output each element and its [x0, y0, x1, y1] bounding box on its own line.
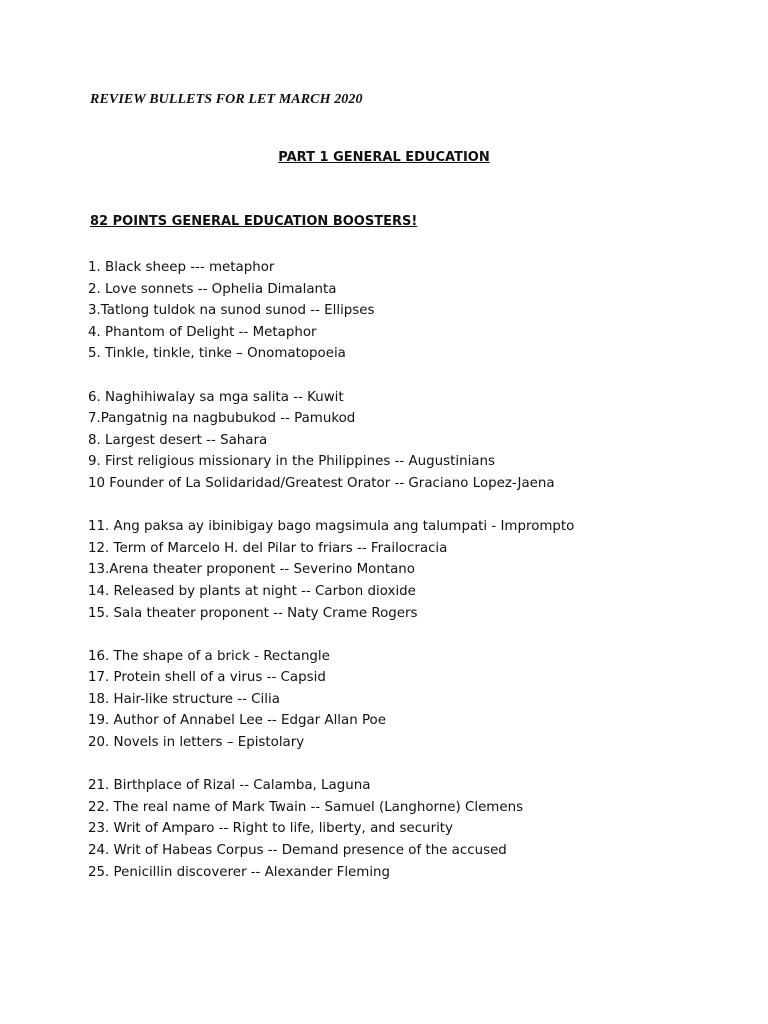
item-group-2 — [88, 387, 748, 495]
item-group-3 — [88, 516, 748, 624]
item-group-5 — [88, 775, 748, 883]
part-heading: PART 1 GENERAL EDUCATION — [278, 150, 490, 165]
list-item: 12. Term of Marcelo H. del Pilar to friars -- Frailocracia — [88, 540, 448, 556]
list-item: 1. Black sheep --- metaphor — [88, 260, 275, 275]
list-item: 3.Tatlong tuldok na sunod sunod -- Ellipses — [88, 303, 375, 319]
list-item: 24. Writ of Habeas Corpus -- Demand presence of the accused — [88, 843, 507, 859]
list-item: 21. Birthplace of Rizal -- Calamba, Laguna — [88, 778, 371, 794]
list-item: 2. Love sonnets -- Ophelia Dimalanta — [88, 281, 337, 297]
list-item: 16. The shape of a brick - Rectangle — [88, 648, 330, 664]
review-items — [88, 257, 748, 905]
list-item: 10 Founder of La Solidaridad/Greatest Orator -- Graciano Lopez-Jaena — [88, 475, 555, 491]
list-item: 20. Novels in letters – Epistolary — [88, 735, 305, 751]
list-item: 14. Released by plants at night -- Carbon dioxide — [88, 583, 416, 599]
list-item: 15. Sala theater proponent -- Naty Crame Rogers — [88, 605, 418, 621]
item-group-1 — [88, 257, 748, 365]
list-item: 22. The real name of Mark Twain -- Samuel (Langhorne) Clemens — [88, 799, 524, 815]
list-item: 5. Tinkle, tinkle, tinke – Onomatopoeia — [88, 346, 346, 362]
section-heading: 82 POINTS GENERAL EDUCATION BOOSTERS! — [90, 214, 418, 229]
list-item: 17. Protein shell of a virus -- Capsid — [88, 670, 326, 686]
list-item: 19. Author of Annabel Lee -- Edgar Allan Poe — [88, 713, 386, 729]
list-item: 7.Pangatnig na nagbubukod -- Pamukod — [88, 411, 356, 427]
list-item: 18. Hair-like structure -- Cilia — [88, 691, 280, 707]
document-title: REVIEW BULLETS FOR LET MARCH 2020 — [90, 92, 363, 107]
list-item: 25. Penicillin discoverer -- Alexander Fleming — [88, 864, 391, 880]
item-group-4 — [88, 646, 748, 754]
list-item: 23. Writ of Amparo -- Right to life, liberty, and security — [88, 821, 453, 837]
list-item: 4. Phantom of Delight -- Metaphor — [88, 324, 317, 340]
list-item: 9. First religious missionary in the Philippines -- Augustinians — [88, 454, 495, 470]
list-item: 8. Largest desert -- Sahara — [88, 432, 268, 448]
list-item: 13.Arena theater proponent -- Severino Montano — [88, 562, 415, 578]
list-item: 11. Ang paksa ay ibinibigay bago magsimula ang talumpati - Imprompto — [88, 519, 575, 535]
list-item: 6. Naghihiwalay sa mga salita -- Kuwit — [88, 389, 344, 405]
